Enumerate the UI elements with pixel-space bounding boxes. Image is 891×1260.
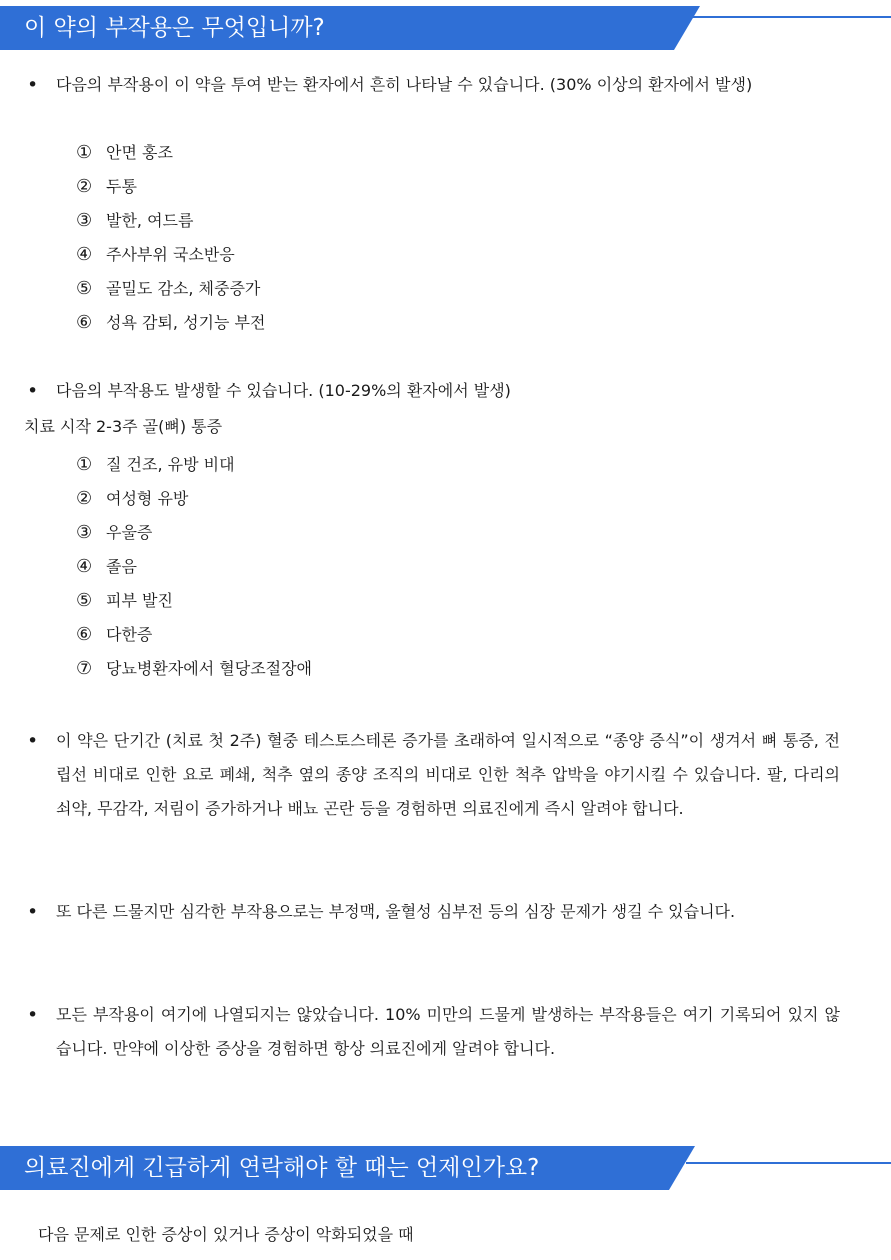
paragraph-common-effects: 다음의 부작용이 이 약을 투여 받는 환자에서 흔히 나타날 수 있습니다. (30% 이상의 환자에서 발생) bbox=[56, 75, 753, 94]
list-item: ② 여성형 유방 bbox=[76, 488, 189, 509]
paragraph-not-listed: 모든 부작용이 여기에 나열되지는 않았습니다. 10% 미만의 드물게 발생하는 부작용들은 여기 기록되어 있지 않습니다. 만약에 이상한 증상을 경험하면 항상 의료진에게 알려야 합니다. bbox=[56, 1005, 840, 1058]
paragraph-other-effects: 다음의 부작용도 발생할 수 있습니다. (10-29%의 환자에서 발생) bbox=[56, 381, 511, 400]
section-header-side-effects bbox=[0, 6, 891, 50]
section-title: 이 약의 부작용은 무엇입니까? bbox=[24, 15, 325, 41]
paragraph-cardiac: 또 다른 드물지만 심각한 부작용으로는 부정맥, 울혈성 심부전 등의 심장 문제가 생길 수 있습니다. bbox=[56, 902, 736, 921]
bullet: • bbox=[27, 901, 39, 923]
list-item: ③ 우울증 bbox=[76, 522, 153, 543]
bullet: • bbox=[27, 730, 39, 752]
list-item: ② 두통 bbox=[76, 176, 137, 197]
list-item: ⑤ 골밀도 감소, 체중증가 bbox=[76, 278, 261, 299]
bullet: • bbox=[27, 380, 39, 402]
list-item: ⑥ 다한증 bbox=[76, 624, 153, 645]
list-item: ⑥ 성욕 감퇴, 성기능 부전 bbox=[76, 312, 266, 333]
bullet: • bbox=[27, 74, 39, 96]
list-item: ⑤ 피부 발진 bbox=[76, 590, 173, 611]
list-item: ③ 발한, 여드름 bbox=[76, 210, 194, 231]
list-item: ① 질 건조, 유방 비대 bbox=[76, 454, 235, 475]
bullet: • bbox=[27, 1004, 39, 1026]
header-rule bbox=[690, 16, 891, 18]
list-item: ⑦ 당뇨병환자에서 혈당조절장애 bbox=[76, 658, 313, 679]
section-header-contact bbox=[0, 1146, 891, 1190]
paragraph-contact: 다음 문제로 인한 증상이 있거나 증상이 악화되었을 때 bbox=[38, 1225, 414, 1244]
list-item: ④ 졸음 bbox=[76, 556, 137, 577]
header-rule bbox=[686, 1162, 891, 1164]
list-item: ① 안면 홍조 bbox=[76, 142, 173, 163]
paragraph-bone-pain: 치료 시작 2-3주 골(뼈) 통증 bbox=[24, 417, 223, 436]
list-item: ④ 주사부위 국소반응 bbox=[76, 244, 235, 265]
paragraph-tumor-flare: 이 약은 단기간 (치료 첫 2주) 혈중 테스토스테론 증가를 초래하여 일시적으로 “종양 증식”이 생겨서 뼈 통증, 전립선 비대로 인한 요로 폐쇄, 척추 옆의 종양 조직의 비대로 인한 척추 압박을 야기시킬 수 있습니다. 팔, 다리의 쇠약, 무감각, 저림이 증가하거나 배뇨 곤란 등을 경험하면 의료진에게 즉시 알려야 합니다. bbox=[56, 731, 840, 818]
section-title: 의료진에게 긴급하게 연락해야 할 때는 언제인가요? bbox=[24, 1155, 540, 1181]
